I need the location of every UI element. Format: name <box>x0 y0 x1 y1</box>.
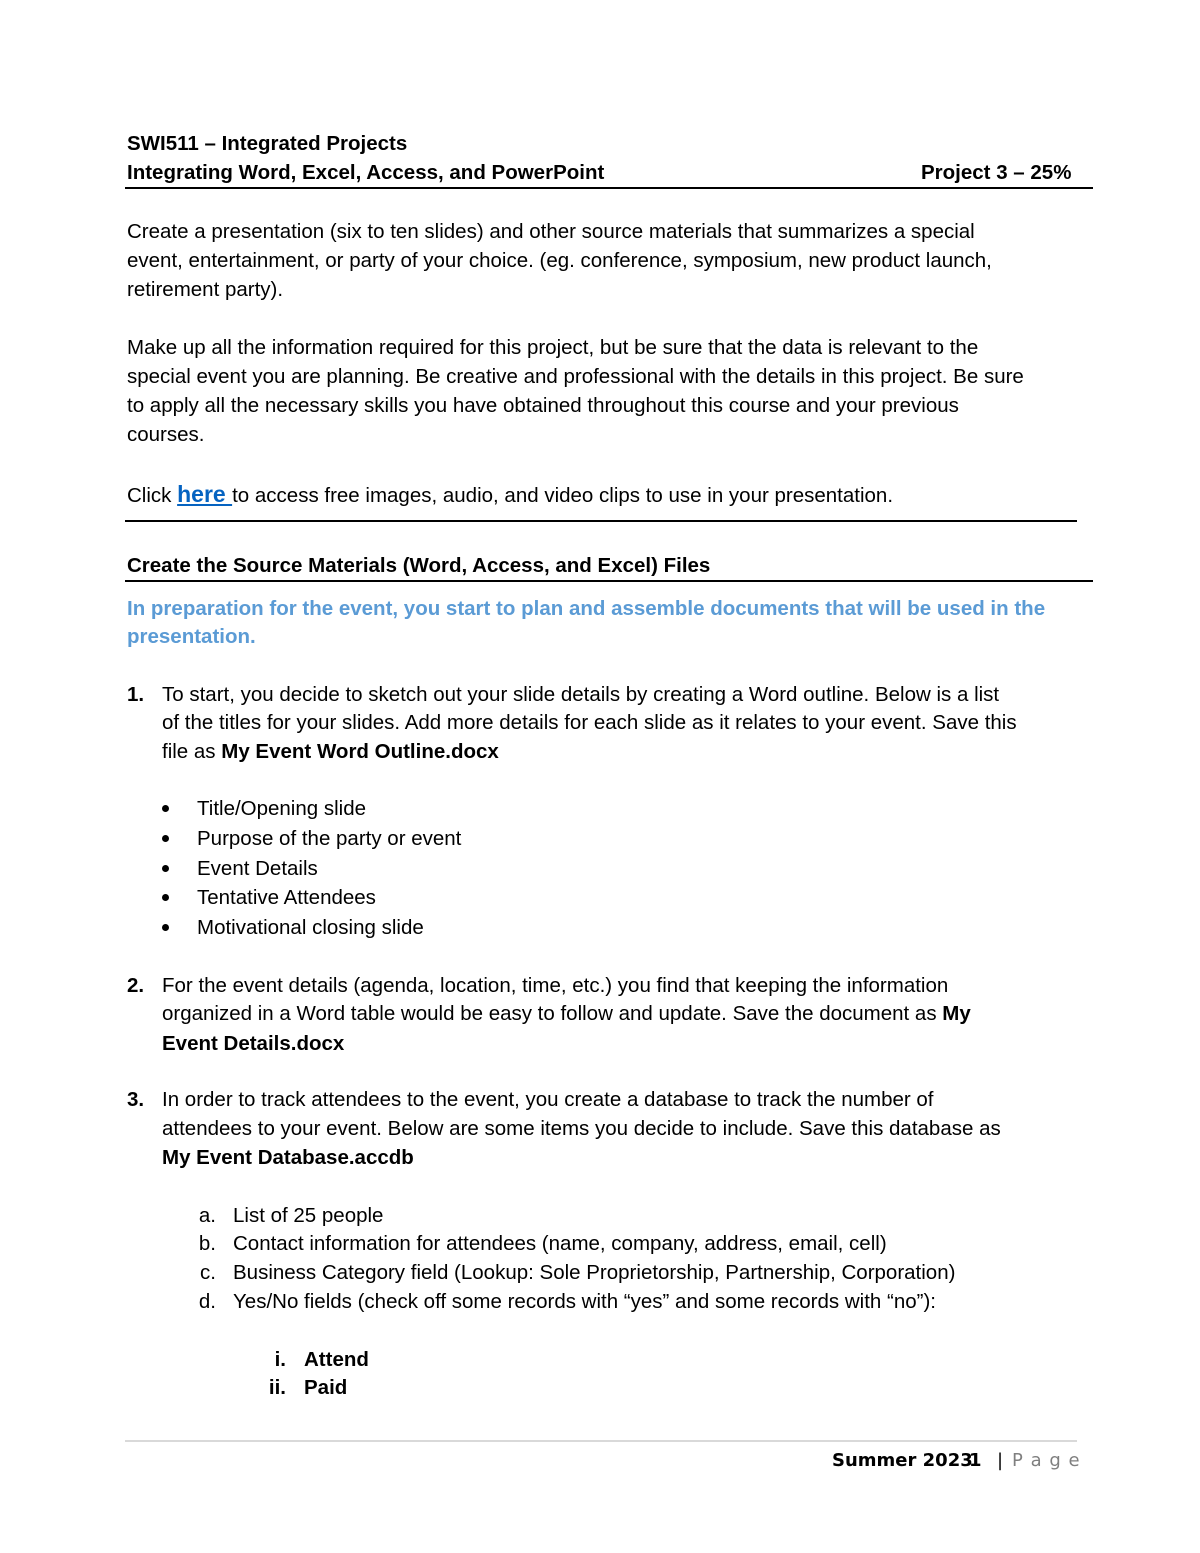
step-2-number: 2. <box>127 974 145 997</box>
step-1-line-3 <box>162 737 499 766</box>
project-subtitle: Integrating Word, Excel, Access, and PowerPoint <box>127 161 605 184</box>
intro-p1-line-2: event, entertainment, or party of your choice. (eg. conference, symposium, new product launch, <box>127 249 992 272</box>
section-heading: Create the Source Materials (Word, Access, and Excel) Files <box>127 554 711 577</box>
section-rule <box>125 580 1093 582</box>
intro-p2-line-1: Make up all the information required for this project, but be sure that the data is relevant to the <box>127 336 979 359</box>
list-letter: b. <box>198 1232 216 1255</box>
list-numeral: ii. <box>268 1376 286 1399</box>
section-intro-line-1: In preparation for the event, you start to plan and assemble documents that will be used in the <box>127 597 1046 620</box>
list-item: Attend <box>304 1348 369 1371</box>
step-1-line-1: To start, you decide to sketch out your slide details by creating a Word outline. Below is a list <box>162 683 1000 706</box>
step-2-line-2 <box>162 999 971 1028</box>
bullet-dot <box>162 835 169 842</box>
step-3-line-2: attendees to your event. Below are some items you decide to include. Save this database as <box>162 1117 1001 1140</box>
bullet-dot <box>162 894 169 901</box>
project-weight: Project 3 – 25% <box>921 161 1072 184</box>
course-title: SWI511 – Integrated Projects <box>127 132 408 155</box>
list-item: Yes/No fields (check off some records with “yes” and some records with “no”): <box>233 1290 936 1313</box>
list-item: Business Category field (Lookup: Sole Proprietorship, Partnership, Corporation) <box>233 1261 956 1284</box>
click-prefix: Click <box>127 484 178 507</box>
intro-p2-line-4: courses. <box>127 423 205 446</box>
list-numeral: i. <box>274 1348 286 1371</box>
list-letter: d. <box>198 1290 216 1313</box>
bullet-dot <box>162 805 169 812</box>
intro-p1-line-1: Create a presentation (six to ten slides) and other source materials that summarizes a special <box>127 220 975 243</box>
footer-rule <box>125 1440 1077 1442</box>
step-2-filename-part-1: My <box>942 1002 971 1025</box>
click-here-line <box>127 480 893 510</box>
list-item: Purpose of the party or event <box>197 827 462 850</box>
footer-term: Summer 2023 <box>832 1450 973 1471</box>
step-1-filename: My Event Word Outline.docx <box>221 740 499 763</box>
intro-p1-line-3: retirement party). <box>127 278 284 301</box>
footer-page-number: 1 <box>969 1450 982 1471</box>
intro-divider <box>125 520 1077 522</box>
step-2-line-1: For the event details (agenda, location, time, etc.) you find that keeping the information <box>162 974 949 997</box>
list-item: Motivational closing slide <box>197 916 424 939</box>
step-3-filename: My Event Database.accdb <box>162 1146 414 1169</box>
footer-page-label: P a g e <box>1012 1450 1081 1471</box>
step-2-filename-part-2: Event Details.docx <box>162 1032 345 1055</box>
list-item: Tentative Attendees <box>197 886 376 909</box>
list-item: Title/Opening slide <box>197 797 367 820</box>
intro-p2-line-3: to apply all the necessary skills you have obtained throughout this course and your previous <box>127 394 959 417</box>
step-2-prefix: organized in a Word table would be easy to follow and update. Save the document as <box>162 1002 943 1025</box>
list-letter: a. <box>198 1204 216 1227</box>
step-1-number: 1. <box>127 683 145 706</box>
bullet-dot <box>162 865 169 872</box>
list-item: Paid <box>304 1376 348 1399</box>
intro-p2-line-2: special event you are planning. Be creative and professional with the details in this project. Be sure <box>127 365 1024 388</box>
section-intro-line-2: presentation. <box>127 625 256 648</box>
list-item: Event Details <box>197 857 318 880</box>
list-item: List of 25 people <box>233 1204 384 1227</box>
step-3-line-1: In order to track attendees to the event, you create a database to track the number of <box>162 1088 934 1111</box>
click-suffix: to access free images, audio, and video clips to use in your presentation. <box>232 484 894 507</box>
step-1-line-2: of the titles for your slides. Add more details for each slide as it relates to your event. Save this <box>162 711 1017 734</box>
footer-separator: | <box>997 1450 1004 1471</box>
list-item: Contact information for attendees (name, company, address, email, cell) <box>233 1232 887 1255</box>
step-1-prefix: file as <box>162 740 222 763</box>
bullet-dot <box>162 924 169 931</box>
step-3-number: 3. <box>127 1088 145 1111</box>
list-letter: c. <box>200 1261 216 1284</box>
header-rule <box>125 187 1093 189</box>
here-link[interactable]: here <box>177 481 233 507</box>
